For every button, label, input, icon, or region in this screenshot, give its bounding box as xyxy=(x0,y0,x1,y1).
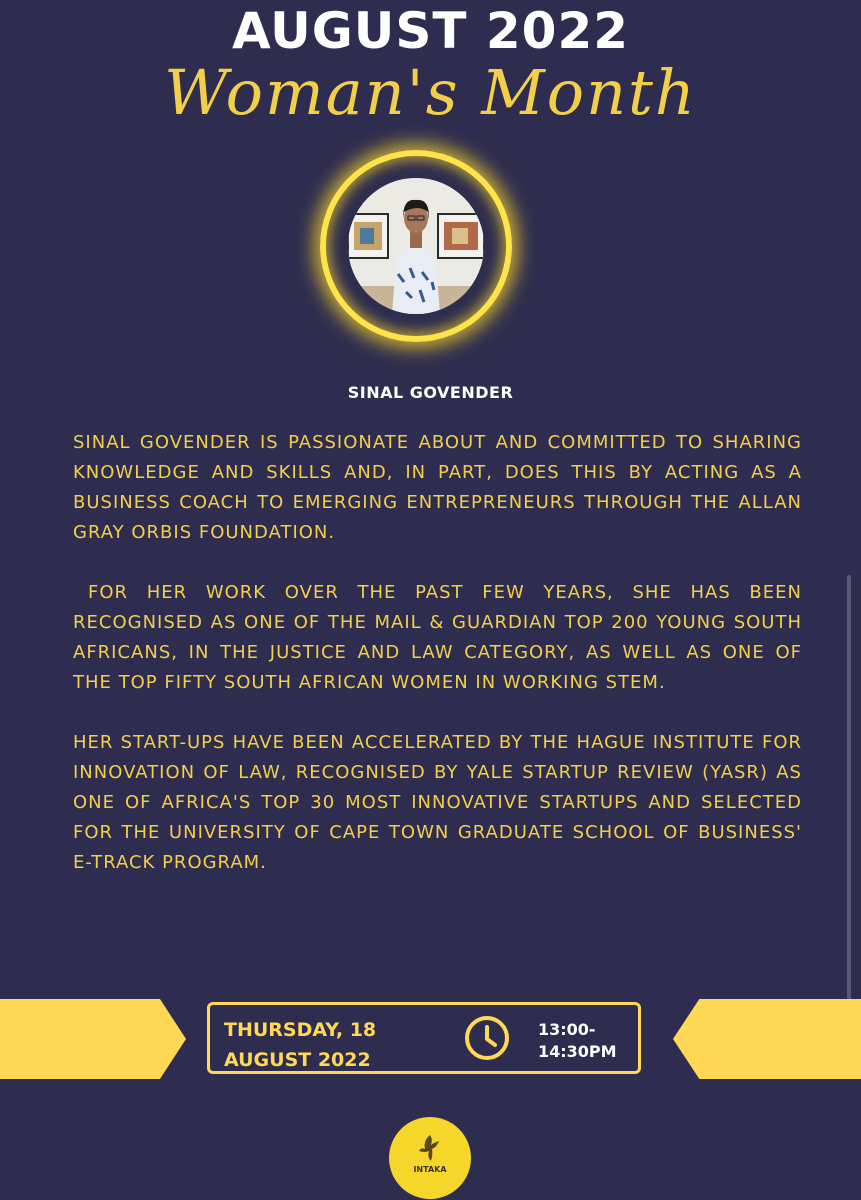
event-time-line1: 13:00- xyxy=(538,1020,596,1039)
banner-arrow-left xyxy=(0,999,186,1079)
clock-icon xyxy=(464,1015,510,1061)
event-time xyxy=(538,1019,617,1063)
event-details-box xyxy=(207,1002,641,1074)
page-subtitle: Woman's Month xyxy=(164,56,697,129)
event-time-line2: 14:30PM xyxy=(538,1042,617,1061)
speaker-name: SINAL GOVENDER xyxy=(347,383,514,402)
portrait-image xyxy=(348,178,484,314)
scrollbar[interactable] xyxy=(847,575,851,1030)
profile-photo xyxy=(348,178,484,314)
bio-paragraph: SINAL GOVENDER IS PASSIONATE ABOUT AND COMMITTED TO SHARING KNOWLEDGE AND SKILLS AND, IN PART, DOES THIS BY ACTING AS A BUSINESS COACH TO EMERGING ENTREPRENEURS THROUGH THE ALLAN GRAY ORBIS FOUNDATION. xyxy=(73,432,802,543)
bird-icon xyxy=(415,1131,445,1165)
bio-paragraph: FOR HER WORK OVER THE PAST FEW YEARS, SHE HAS BEEN RECOGNISED AS ONE OF THE MAIL & GUARDIAN TOP 200 YOUNG SOUTH AFRICANS, IN THE JUSTICE AND LAW CATEGORY, AS WELL AS ONE OF THE TOP FIFTY SOUTH AFRICAN WOMEN IN WORKING STEM. xyxy=(73,582,802,693)
profile-photo-frame xyxy=(320,150,512,342)
event-date-line2: AUGUST 2022 xyxy=(224,1049,371,1071)
event-date-line1: THURSDAY, 18 xyxy=(224,1019,377,1041)
logo-text: INTAKA xyxy=(413,1165,447,1174)
intaka-logo xyxy=(389,1117,471,1199)
page-title: AUGUST 2022 xyxy=(231,2,630,60)
event-date xyxy=(224,1015,376,1075)
bio-paragraph: HER START-UPS HAVE BEEN ACCELERATED BY THE HAGUE INSTITUTE FOR INNOVATION OF LAW, RECOGNISED BY YALE STARTUP REVIEW (YASR) AS ONE OF AFRICA'S TOP 30 MOST INNOVATIVE STARTUPS AND SELECTED FOR THE UNIVERSITY OF CAPE TOWN GRADUATE SCHOOL OF BUSINESS' E-TRACK PROGRAM. xyxy=(73,732,802,873)
banner-arrow-right xyxy=(673,999,861,1079)
